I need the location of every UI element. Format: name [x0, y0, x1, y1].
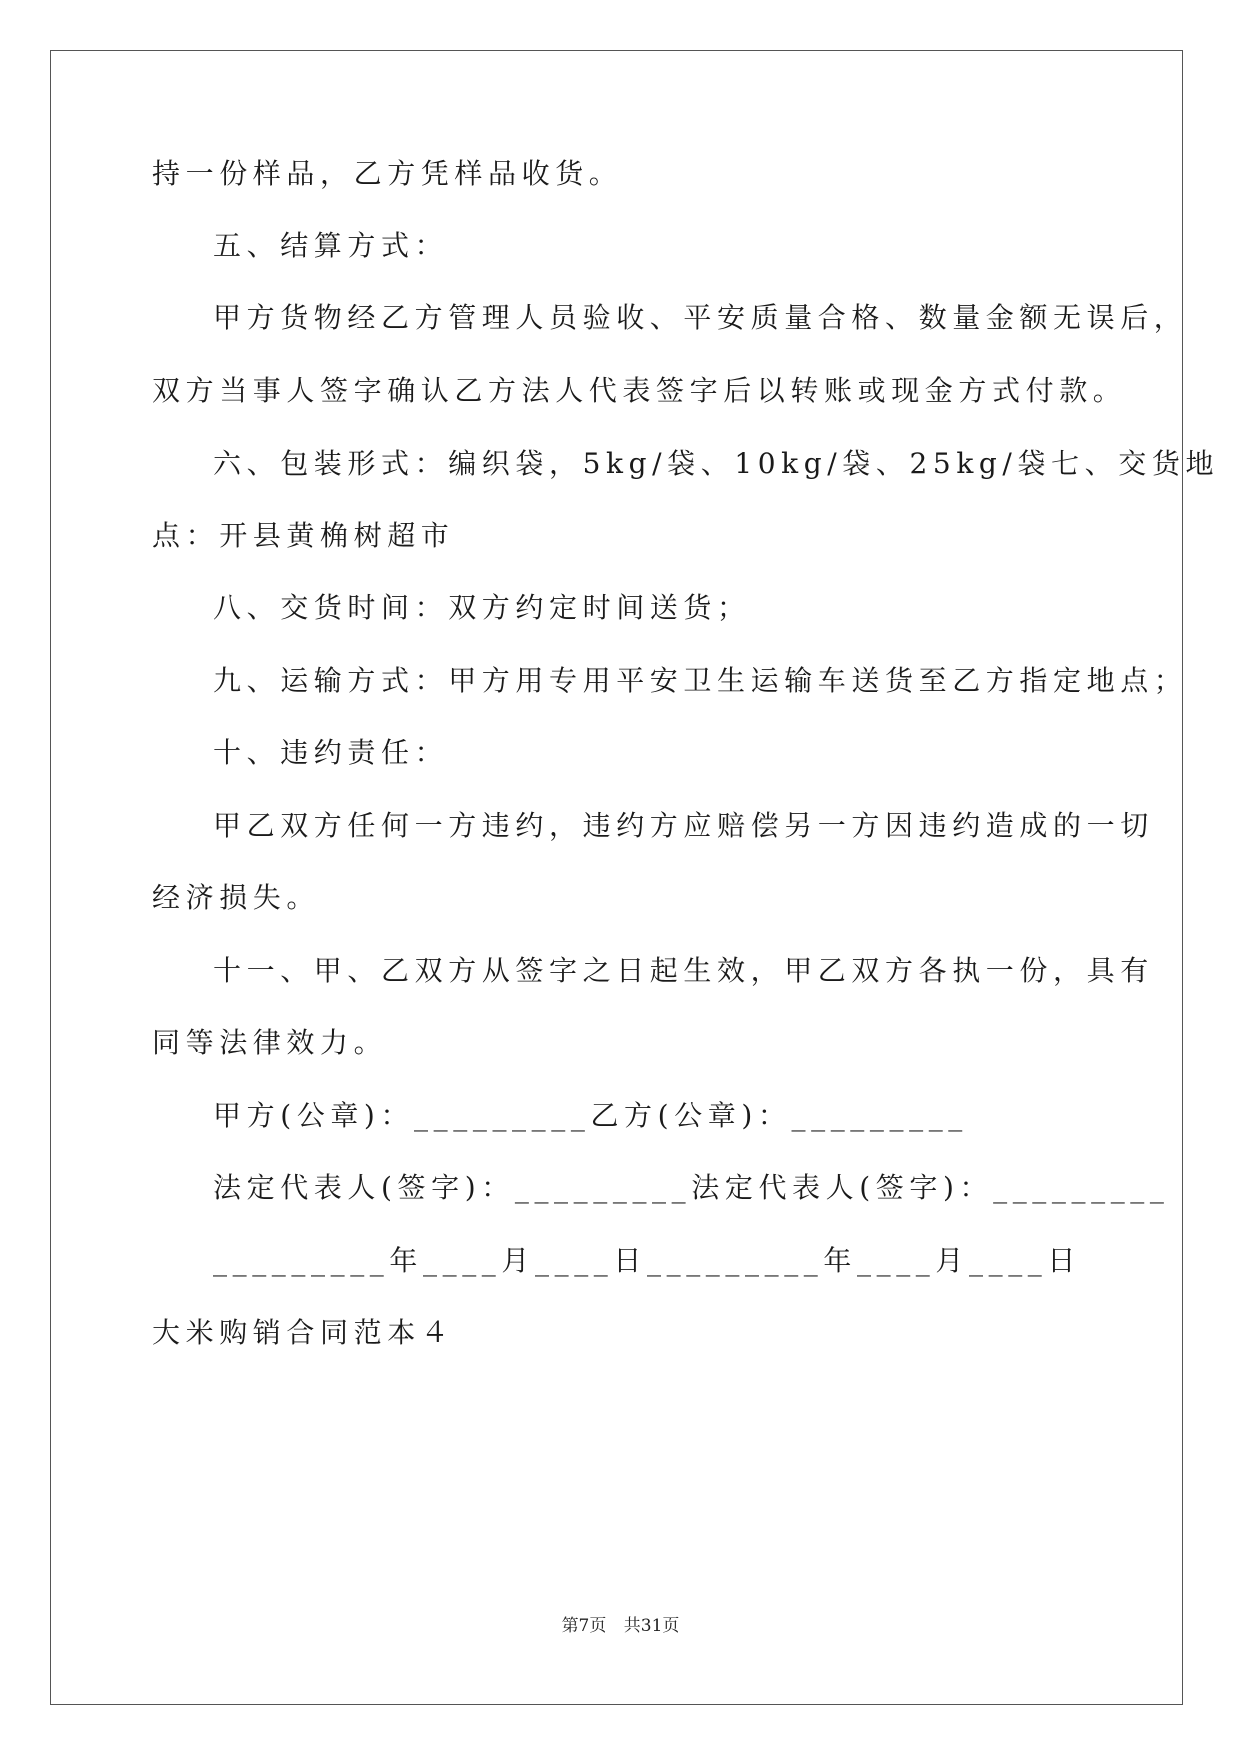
section-heading-settlement: 五、结算方式：	[213, 229, 449, 262]
text-line-3: 甲方货物经乙方管理人员验收、平安质量合格、数量金额无误后，	[213, 301, 1188, 334]
page-border	[50, 50, 1183, 1705]
text-line-1: 持一份样品，乙方凭样品收货。	[152, 157, 623, 190]
next-contract-title: 大米购销合同范本４	[152, 1316, 455, 1349]
signature-line: 法定代表人(签字)：_________法定代表人(签字)：_________	[213, 1171, 1170, 1204]
section-delivery-time: 八、交货时间：双方约定时间送货；	[213, 591, 751, 624]
text-line-4: 双方当事人签字确认乙方法人代表签字后以转账或现金方式付款。	[152, 374, 1127, 407]
section-heading-liability: 十、违约责任：	[213, 736, 449, 769]
section-effective: 十一、甲、乙双方从签字之日起生效，甲乙双方各执一份，具有	[213, 954, 1154, 987]
date-line: _________年____月____日_________年____月____日	[213, 1244, 1082, 1277]
text-line-13: 同等法律效力。	[152, 1026, 388, 1059]
text-line-10: 甲乙双方任何一方违约，违约方应赔偿另一方因违约造成的一切	[213, 809, 1154, 842]
section-packaging: 六、包装形式：编织袋，5kg/袋、10kg/袋、25kg/袋七、交货地	[213, 447, 1220, 480]
page-total: 共31页	[623, 1616, 680, 1636]
page-footer	[0, 1615, 1241, 1637]
page-number: 第7页	[561, 1616, 607, 1636]
text-line-6: 点：开县黄桷树超市	[152, 519, 455, 552]
seal-line: 甲方(公章)：_________乙方(公章)：_________	[213, 1099, 968, 1132]
text-line-11: 经济损失。	[152, 881, 321, 914]
section-transport: 九、运输方式：甲方用专用平安卫生运输车送货至乙方指定地点；	[213, 664, 1188, 697]
